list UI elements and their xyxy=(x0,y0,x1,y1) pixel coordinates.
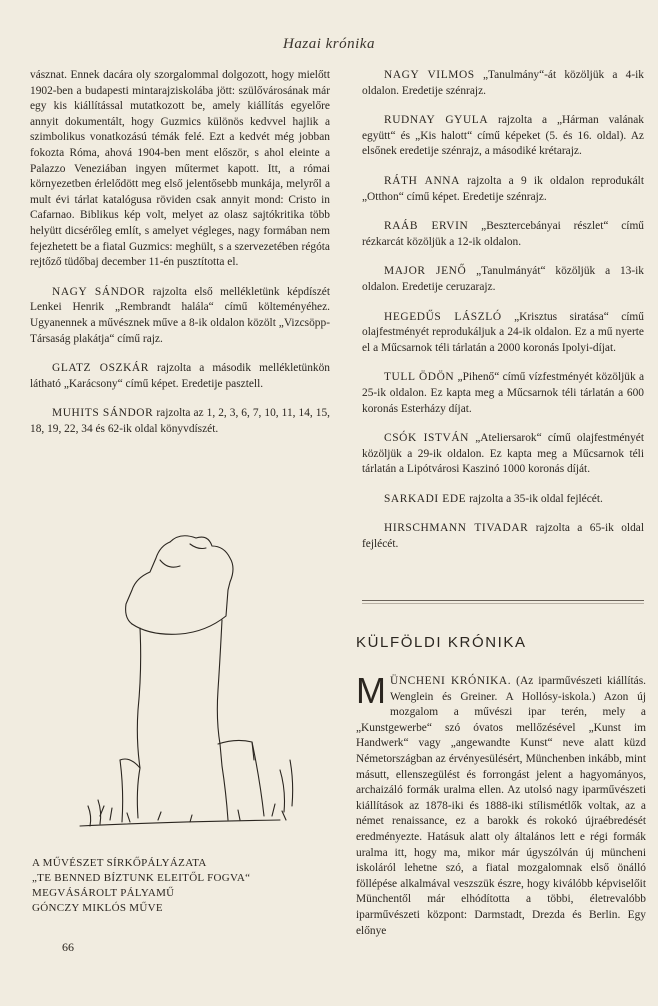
artist-name: MAJOR JENŐ xyxy=(384,265,467,278)
entry-paragraph xyxy=(362,174,644,205)
artist-name: TULL ÖDÖN xyxy=(384,371,455,384)
left-column xyxy=(30,68,330,437)
caption-line: „TE BENNED BÍZTUNK ELEITŐL FOGVA“ xyxy=(32,872,251,884)
continuation-paragraph: vásznat. Ennek dacára oly szorgalommal dolgozott, hogy mielőtt 1902-ben a budapesti mintarajziskolába jött: szülővárosának már egy kis kiállítással mutatkozott be, amely kiállítás egyelőre annyit dokumentált, hogy Guzmics különös kedvvel hajlik a szimbolikus vonatkozású témák felé. Ezt a kedvét még jobban fokozta Róma, ahová 1904-ben ment először, s ahol eleinte a Palazzo Veneziában ingyen műtermet kapott. Itt, a római környezetben érlelődött meg első jelentősebb munkája, melyről a mult évi tárlat katalógusa röviden csak annyit mond: Cristo in Cafarnao. Biblikus kép volt, melyet az olasz sajtókritika több helyütt dicsérőleg említ, s amelyet végleges, nagy formában nem fejezhetett be a fiatal Guzmics: meghült, s a szervezetében régóta rejtőző tüdőbaj december 11-én pusztította el. xyxy=(30,69,330,269)
entry-text: „Krisztus siratása“ című olajfestményét reprodukáljuk a 24-ik oldalon. Ez a mű nyerte el a Műcsarnok téli tárlatán a 2000 koronás Ipolyi-díjat. xyxy=(362,310,644,354)
entry-paragraph xyxy=(30,406,330,437)
entry-text: rajzolta az 1, 2, 3, 6, 7, 10, 11, 14, 15, 18, 19, 22, 34 és 62-ik oldal könyvdíszét. xyxy=(30,407,330,435)
article-body: (Az iparművészeti kiállítás. Wenglein és Greiner. A Hollósy-iskola.) Azon új mozgalom a művészi ipar terén, mely a „Kunstgewerbe“ szó óvatos mellőzésével „Kunst im Handwerk“ vagy „angewandte Kunst“ neve alatt küzd Németországban az érvényesülésért, Münchenben inkább, mint másutt, ellenszegülést és forrongást jelent a hagyományos, archaizáló formák uralma ellen. Az utolsó nagy iparművészeti kiállítások az 1878-iki és 1888-iki stílismétlők voltak, az a német renaissance, ez a barokk és rokokó újraébredését eredményezte. Hatásuk alatt oly általános lett e régi formák uralma itt, hogy ma, mikor már úgyszólván új müncheni iskoláról lehetne szó, a fiatal mozgalomnak első önálló föllépése alkalmával veszszük észre, hogy kiválóbb képviselőit Münchentől már elhódította a többi, életrevalóbb iparművészeti központ: Darmstadt, Drezda és Berlin. Egy előnye xyxy=(356,675,646,937)
article-lead: ÜNCHENI KRÓNIKA. xyxy=(390,675,512,687)
grave-monument-sketch-icon xyxy=(40,520,330,850)
entry-paragraph xyxy=(362,219,644,250)
entry-text: rajzolta a 65-ik oldal fejlécét. xyxy=(362,522,644,551)
entry-text: rajzolta a második mellékletünkön látható „Karácsony“ című képet. Eredetije pasztell. xyxy=(30,362,330,390)
caption-line: A MŰVÉSZET SÍRKŐPÁLYÁZATA xyxy=(32,857,207,869)
artist-name: HIRSCHMANN TIVADAR xyxy=(384,522,529,535)
artist-name: GLATZ OSZKÁR xyxy=(52,362,149,375)
entry-text: „Tanulmány“-át közöljük a 4-ik oldalon. Eredetije szénrajz. xyxy=(362,69,644,97)
entry-text: rajzolta a 9 ik oldalon reprodukált „Otthon“ című képet. Eredetije szénrajz. xyxy=(362,174,644,203)
entry-paragraph xyxy=(30,361,330,392)
right-column xyxy=(362,68,644,553)
entry-text: rajzolta a 35-ik oldal fejlécét. xyxy=(466,492,603,505)
entry-paragraph xyxy=(362,264,644,295)
caption-line: MEGVÁSÁROLT PÁLYAMŰ xyxy=(32,887,175,899)
artist-name: SARKADI EDE xyxy=(384,492,467,505)
entry-text: „Pihenő“ című vízfestményét közöljük a 25-ik oldalon. Ez kapta meg a Műcsarnok téli tárlatán a 600 koronás Esterházy díjat. xyxy=(362,371,644,415)
artist-name: CSÓK ISTVÁN xyxy=(384,432,469,445)
entry-text: „Ateliersarok“ című olajfestményét közöljük a 29-ik oldalon. Ez kapta meg a Műcsarnok téli tárlatán a Lipótvárosi Kaszinó 1000 koronás díját. xyxy=(362,432,644,476)
artist-name: HEGEDŰS LÁSZLÓ xyxy=(384,310,502,323)
artist-name: NAGY SÁNDOR xyxy=(52,285,146,298)
artist-name: NAGY VILMOS xyxy=(384,69,475,81)
section-divider xyxy=(362,600,644,604)
foreign-chronicle-paragraph xyxy=(356,670,646,939)
entry-paragraph xyxy=(362,68,644,99)
entry-text: „Besztercebányai részlet“ című rézkarcát közöljük a 12-ik oldalon. xyxy=(362,220,644,248)
running-title: Hazai krónika xyxy=(283,36,375,52)
page-number: 66 xyxy=(62,940,74,954)
entry-text: „Tanulmányát“ közöljük a 13-ik oldalon. Eredetije ceruzarajz. xyxy=(362,265,644,293)
artist-name: RÁTH ANNA xyxy=(384,174,460,187)
illustration-caption xyxy=(32,856,332,916)
entry-paragraph xyxy=(362,521,644,552)
entry-text: rajzolta a „Hárman valának együtt“ és „Kis halott“ című képeket (5. és 16. oldal). Az elsőnek eredetije szénrajz, a másodiké krétarajz. xyxy=(362,114,644,158)
entry-paragraph xyxy=(362,431,644,478)
entry-paragraph xyxy=(362,492,644,508)
foreign-chronicle-column xyxy=(356,670,646,939)
artist-name: RAÁB ERVIN xyxy=(384,220,469,233)
entry-paragraph xyxy=(362,370,644,417)
artist-name: RUDNAY GYULA xyxy=(384,114,489,127)
caption-line: GÓNCZY MIKLÓS MŰVE xyxy=(32,902,163,914)
drop-cap: M xyxy=(356,670,386,711)
section-title: KÜLFÖLDI KRÓNIKA xyxy=(356,634,527,651)
entry-text: rajzolta első mellékletünk képdíszét Lenkei Henrik „Rembrandt halála“ című költeményéhez. Ugyanennek a művésznek műve a 8-ik oldalon közölt „Vizcsöpp-Társaság plakátja“ című rajz. xyxy=(30,285,331,345)
entry-paragraph xyxy=(362,113,644,160)
entry-paragraph xyxy=(30,285,330,347)
entry-paragraph xyxy=(362,310,644,357)
artist-name: MUHITS SÁNDOR xyxy=(52,407,154,420)
